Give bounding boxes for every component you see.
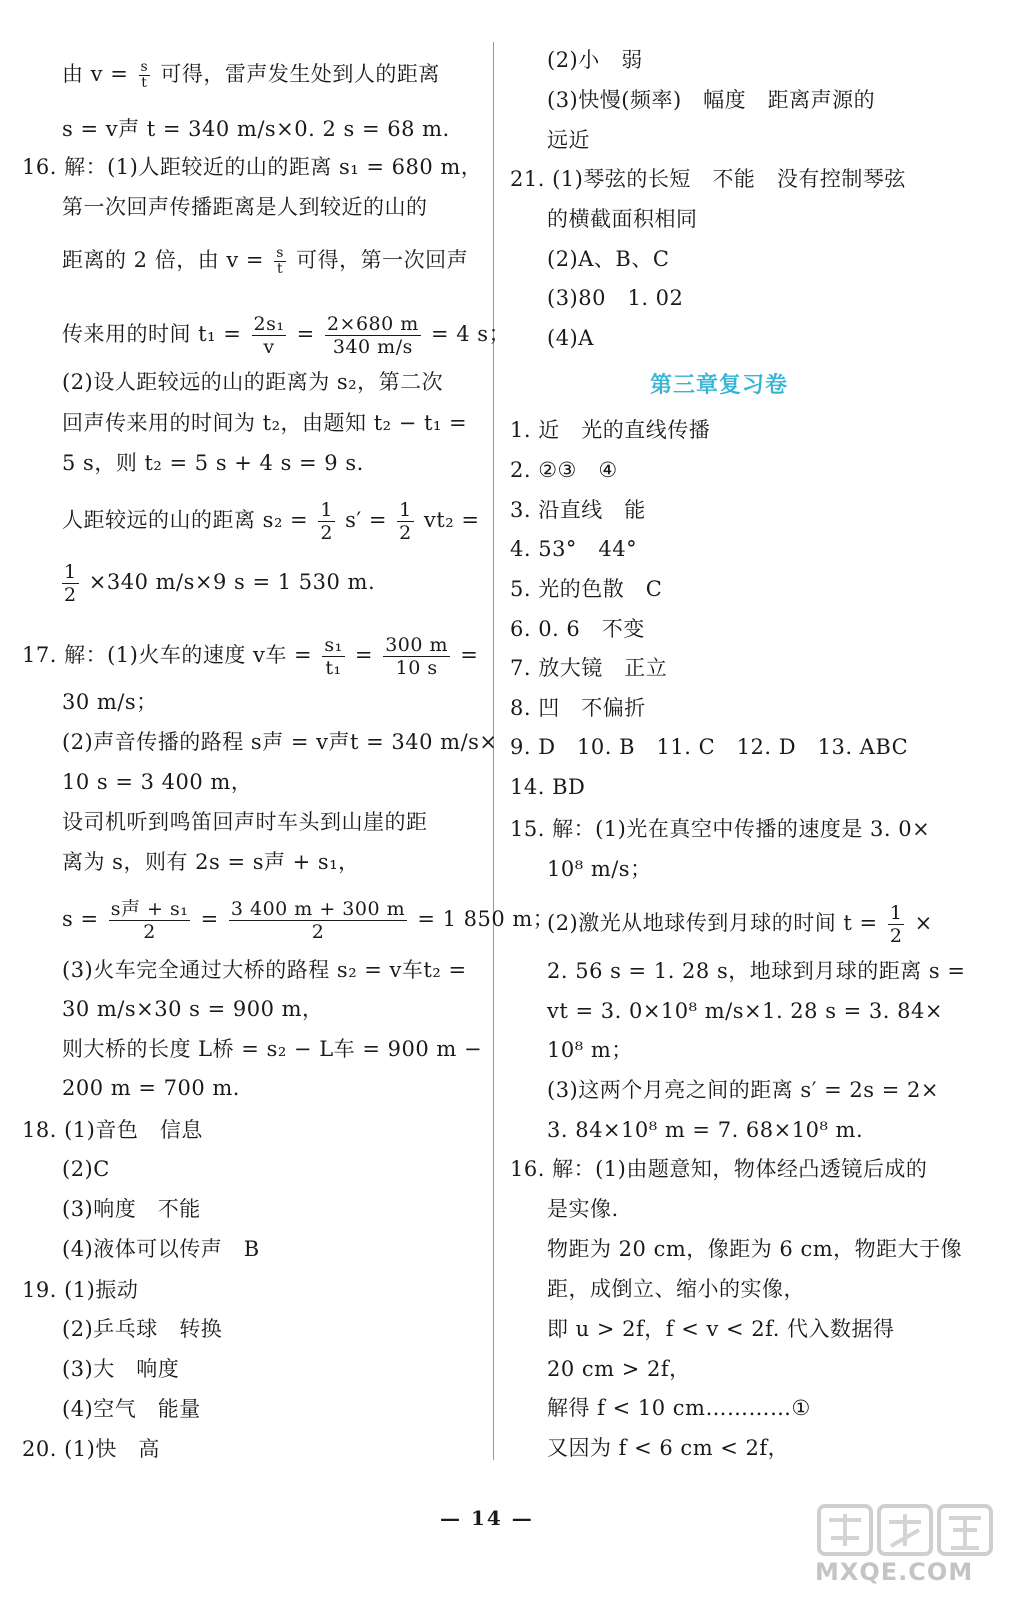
text-line: (3)这两个月亮之间的距离 s′ = 2s = 2×: [547, 1078, 939, 1102]
question-17-line: [22, 634, 478, 679]
question-18-line: 18. (1)音色 信息: [22, 1118, 203, 1142]
answer-line: 4. 53° 44°: [510, 537, 638, 561]
text-line: (3)响度 不能: [62, 1197, 201, 1221]
text-line: 回声传来用的时间为 t₂，由题知 t₂ − t₁ =: [62, 411, 468, 435]
text-line: 离为 s，则有 2s = s声 + s₁，: [62, 850, 360, 874]
text-line: 远近: [547, 128, 590, 152]
text-line: 30 m/s×30 s = 900 m，: [62, 997, 324, 1021]
text-segment: s =: [62, 907, 99, 931]
text-segment: =: [200, 907, 219, 931]
fraction-denominator: 2: [399, 522, 412, 544]
text-line: 10 s = 3 400 m，: [62, 770, 253, 794]
text-segment: 距离的 2 倍，由 v =: [62, 248, 265, 272]
text-line: 10⁸ m/s；: [547, 857, 652, 881]
text-line: 的横截面积相同: [547, 207, 698, 231]
answer-line: 2. ②③ ④: [510, 458, 618, 482]
fraction: [229, 898, 407, 943]
text-segment: ×: [914, 911, 933, 935]
fraction: [62, 561, 79, 606]
text-line: s = v声 t = 340 m/s×0. 2 s = 68 m.: [62, 117, 450, 141]
fraction-numerator: 300 m: [385, 634, 449, 656]
text-segment: =: [354, 643, 373, 667]
fraction: [109, 898, 191, 943]
answer-line: 6. 0. 6 不变: [510, 617, 645, 641]
text-segment: s′ =: [345, 508, 387, 532]
watermark-text: MXQE.COM: [815, 1558, 974, 1586]
text-segment: = 4 s；: [430, 322, 511, 346]
text-line: 是实像.: [547, 1197, 619, 1221]
fraction-numerator: 1: [889, 902, 903, 924]
text-line: (4)空气 能量: [62, 1397, 201, 1421]
fraction-denominator: t₁: [325, 657, 342, 679]
text-segment: (2)激光从地球传到月球的时间 t =: [547, 911, 878, 935]
text-segment: 17. 解：(1)火车的速度 v车 =: [22, 643, 313, 667]
text-segment: vt₂ =: [423, 508, 480, 532]
text-segment: 可得，雷声发生处到人的距离: [160, 62, 440, 86]
fraction: [322, 634, 344, 679]
text-line: [62, 60, 440, 91]
fraction-numerator: 2s₁: [253, 313, 285, 335]
text-line: (2)C: [62, 1157, 110, 1181]
text-line: [62, 561, 375, 606]
answer-line: 5. 光的色散 C: [510, 577, 663, 601]
question-19-line: 19. (1)振动: [22, 1278, 139, 1302]
fraction: [318, 499, 335, 544]
text-line: (2)设人距较远的山的距离为 s₂，第二次: [62, 370, 444, 394]
answer-line: 9. D 10. B 11. C 12. D 13. ABC: [510, 735, 909, 759]
text-line: (3)大 响度: [62, 1357, 180, 1381]
text-line: (2)小 弱: [547, 48, 643, 72]
fraction-numerator: 1: [64, 561, 77, 583]
fraction: [274, 246, 286, 277]
fraction-numerator: 1: [399, 499, 412, 521]
question-16-right-line: 16. 解：(1)由题意知，物体经凸透镜后成的: [510, 1157, 928, 1181]
text-segment: 传来用的时间 t₁ =: [62, 322, 242, 346]
fraction-denominator: 2: [143, 921, 156, 943]
question-15-line: 15. 解：(1)光在真空中传播的速度是 3. 0×: [510, 817, 931, 841]
text-line: 又因为 f < 6 cm < 2f，: [547, 1436, 790, 1460]
fraction-denominator: 2: [311, 921, 325, 943]
text-line: [62, 898, 554, 943]
question-16-line: 16. 解：(1)人距较近的山的距离 s₁ = 680 m，: [22, 155, 483, 179]
watermark-seal-icon: [815, 1500, 1000, 1560]
page-number: — 14 —: [440, 1506, 534, 1530]
text-line: (4)A: [547, 326, 594, 350]
text-line: 即 u > 2f，f < v < 2f. 代入数据得: [547, 1317, 895, 1341]
section-title: 第三章复习卷: [650, 372, 789, 398]
text-line: (4)液体可以传声 B: [62, 1237, 260, 1261]
fraction-denominator: 340 m/s: [332, 336, 413, 358]
fraction: [888, 902, 905, 947]
text-line: (3)快慢(频率) 幅度 距离声源的: [547, 88, 876, 112]
fraction-denominator: t: [276, 261, 284, 277]
text-line: 3. 84×10⁸ m = 7. 68×10⁸ m.: [547, 1118, 864, 1142]
text-line: 物距为 20 cm，像距为 6 cm，物距大于像: [547, 1237, 963, 1261]
fraction: [397, 499, 414, 544]
fraction-denominator: 10 s: [395, 657, 438, 679]
fraction: [325, 313, 421, 358]
fraction: [139, 60, 151, 91]
text-line: 距，成倒立、缩小的实像，: [547, 1277, 805, 1301]
answer-line: 8. 凹 不偏折: [510, 696, 646, 720]
fraction-numerator: s声 + s₁: [110, 898, 189, 920]
text-segment: 人距较远的山的距离 s₂ =: [62, 508, 309, 532]
text-line: 20 cm > 2f，: [547, 1357, 691, 1381]
text-line: (3)80 1. 02: [547, 286, 684, 310]
text-line: 2. 56 s = 1. 28 s，地球到月球的距离 s =: [547, 959, 966, 983]
text-line: [62, 313, 510, 358]
text-segment: 可得，第一次回声: [296, 248, 469, 272]
text-segment: =: [460, 643, 479, 667]
fraction: [252, 313, 287, 358]
question-21-line: 21. (1)琴弦的长短 不能 没有控制琴弦: [510, 167, 906, 191]
fraction: [383, 634, 450, 679]
fraction-numerator: 3 400 m + 300 m: [230, 898, 406, 920]
text-line: (2)乒乓球 转换: [62, 1317, 223, 1341]
watermark-logo: [815, 1500, 1000, 1592]
text-line: [547, 902, 933, 947]
fraction-denominator: 2: [320, 522, 333, 544]
text-line: 则大桥的长度 L桥 = s₂ − L车 = 900 m −: [62, 1037, 483, 1061]
answer-line: 14. BD: [510, 775, 586, 799]
text-line: 第一次回声传播距离是人到较近的山的: [62, 195, 428, 219]
text-line: [62, 499, 479, 544]
answer-line: 1. 近 光的直线传播: [510, 418, 711, 442]
fraction-denominator: 2: [889, 925, 903, 947]
answer-line: 7. 放大镜 正立: [510, 656, 668, 680]
text-line: 200 m = 700 m.: [62, 1076, 240, 1100]
text-line: vt = 3. 0×10⁸ m/s×1. 28 s = 3. 84×: [547, 999, 943, 1023]
fraction-numerator: 2×680 m: [326, 313, 419, 335]
fraction-denominator: 2: [64, 584, 77, 606]
fraction-numerator: 1: [320, 499, 333, 521]
answer-line: 3. 沿直线 能: [510, 498, 646, 522]
text-line: 30 m/s；: [62, 690, 158, 714]
text-line: 解得 f < 10 cm…………①: [547, 1396, 811, 1420]
text-segment: 由 v =: [62, 62, 129, 86]
text-line: (2)A、B、C: [547, 247, 670, 271]
text-segment: = 1 850 m；: [417, 907, 555, 931]
fraction-numerator: s₁: [324, 634, 343, 656]
fraction-numerator: s: [276, 245, 284, 261]
fraction-denominator: t: [141, 75, 148, 91]
text-line: 5 s，则 t₂ = 5 s + 4 s = 9 s.: [62, 451, 364, 475]
text-line: 设司机听到鸣笛回声时车头到山崖的距: [62, 810, 428, 834]
question-20-line: 20. (1)快 高: [22, 1437, 160, 1461]
text-line: 10⁸ m；: [547, 1038, 633, 1062]
text-line: [62, 246, 468, 277]
text-segment: =: [296, 322, 315, 346]
fraction-numerator: s: [140, 59, 149, 75]
fraction-denominator: v: [263, 336, 275, 358]
text-segment: ×340 m/s×9 s = 1 530 m.: [88, 570, 376, 594]
text-line: (3)火车完全通过大桥的路程 s₂ = v车t₂ =: [62, 958, 467, 982]
text-line: (2)声音传播的路程 s声 = v声t = 340 m/s×: [62, 730, 498, 754]
